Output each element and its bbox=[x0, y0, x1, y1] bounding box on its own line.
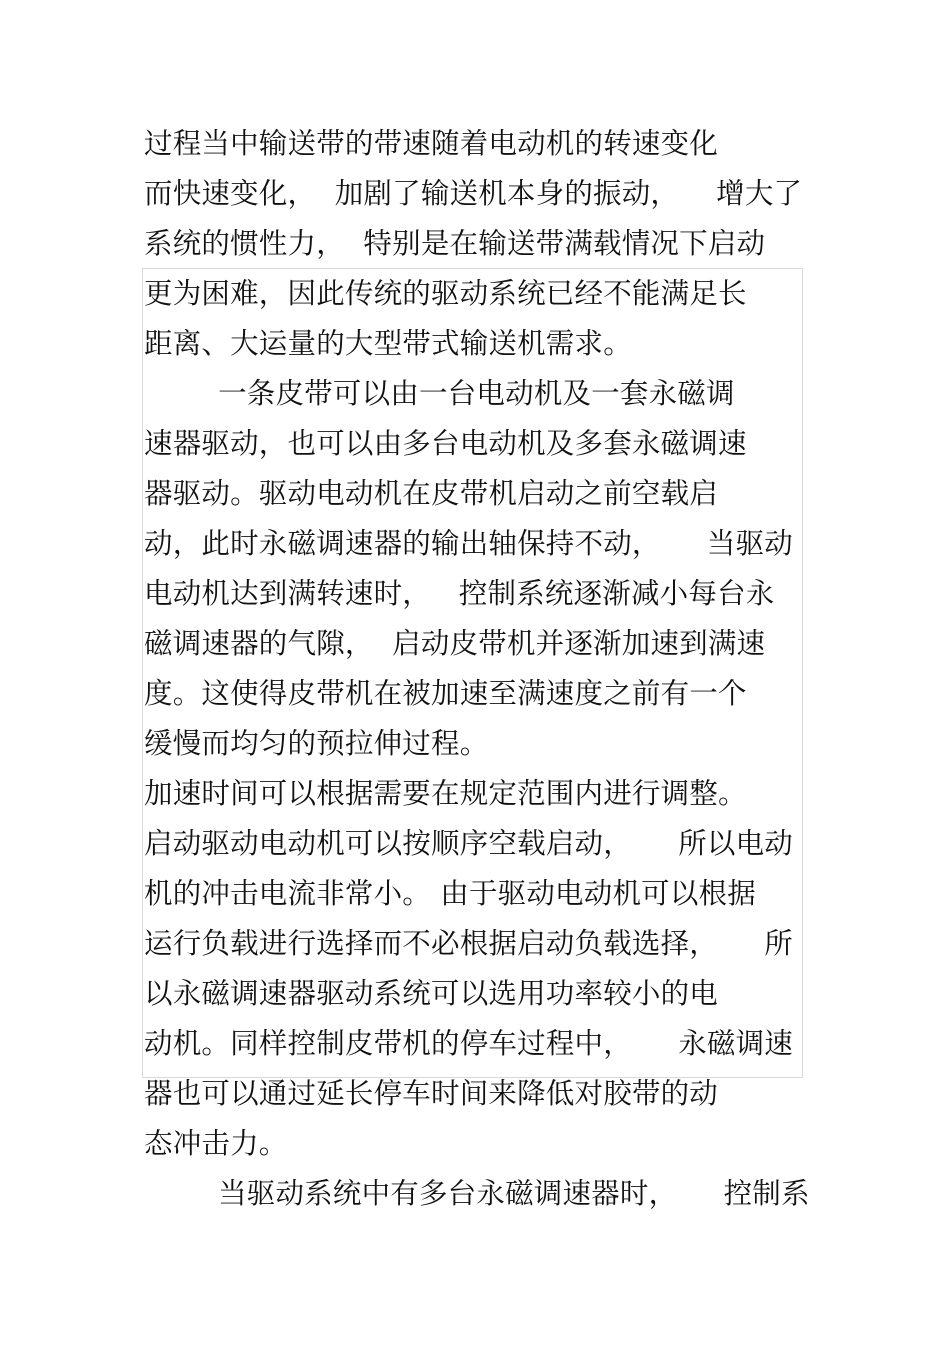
text-line: 态冲击力。 bbox=[144, 1127, 288, 1160]
text-line: 速器驱动，也可以由多台电动机及多套永磁调速 bbox=[144, 427, 747, 460]
text-line: 电动机达到满转速时， 控制系统逐渐减小每台永 bbox=[144, 577, 775, 610]
text-line: 度。这使得皮带机在被加速至满速度之前有一个 bbox=[144, 677, 747, 710]
text-line: 而快速变化， 加剧了输送机本身的振动， 增大了 bbox=[144, 177, 803, 210]
text-line: 加速时间可以根据需要在规定范围内进行调整。 bbox=[144, 777, 747, 810]
text-line: 动，此时永磁调速器的输出轴保持不动， 当驱动 bbox=[144, 527, 793, 560]
text-line: 缓慢而均匀的预拉伸过程。 bbox=[144, 727, 489, 760]
text-line: 一条皮带可以由一台电动机及一套永磁调 bbox=[144, 377, 735, 410]
text-line: 当驱动系统中有多台永磁调速器时， 控制系 bbox=[144, 1177, 810, 1210]
text-line: 启动驱动电动机可以按顺序空载启动， 所以电动 bbox=[144, 827, 793, 860]
text-line: 更为困难，因此传统的驱动系统已经不能满足长 bbox=[144, 277, 747, 310]
text-line: 机的冲击电流非常小。 由于驱动电动机可以根据 bbox=[144, 877, 756, 910]
text-line: 运行负载进行选择而不必根据启动负载选择， 所 bbox=[144, 927, 793, 960]
text-line: 器驱动。驱动电动机在皮带机启动之前空载启 bbox=[144, 477, 719, 510]
text-line: 磁调速器的气隙， 启动皮带机并逐渐加速到满速 bbox=[144, 627, 766, 660]
text-line: 器也可以通过延长停车时间来降低对胶带的动 bbox=[144, 1077, 719, 1110]
text-line: 过程当中输送带的带速随着电动机的转速变化 bbox=[144, 127, 719, 160]
text-line: 以永磁调速器驱动系统可以选用功率较小的电 bbox=[144, 977, 719, 1010]
text-line: 动机。同样控制皮带机的停车过程中， 永磁调速 bbox=[144, 1027, 793, 1060]
text-line: 距离、大运量的大型带式输送机需求。 bbox=[144, 327, 632, 360]
text-line: 系统的惯性力， 特别是在输送带满载情况下启动 bbox=[144, 227, 766, 260]
